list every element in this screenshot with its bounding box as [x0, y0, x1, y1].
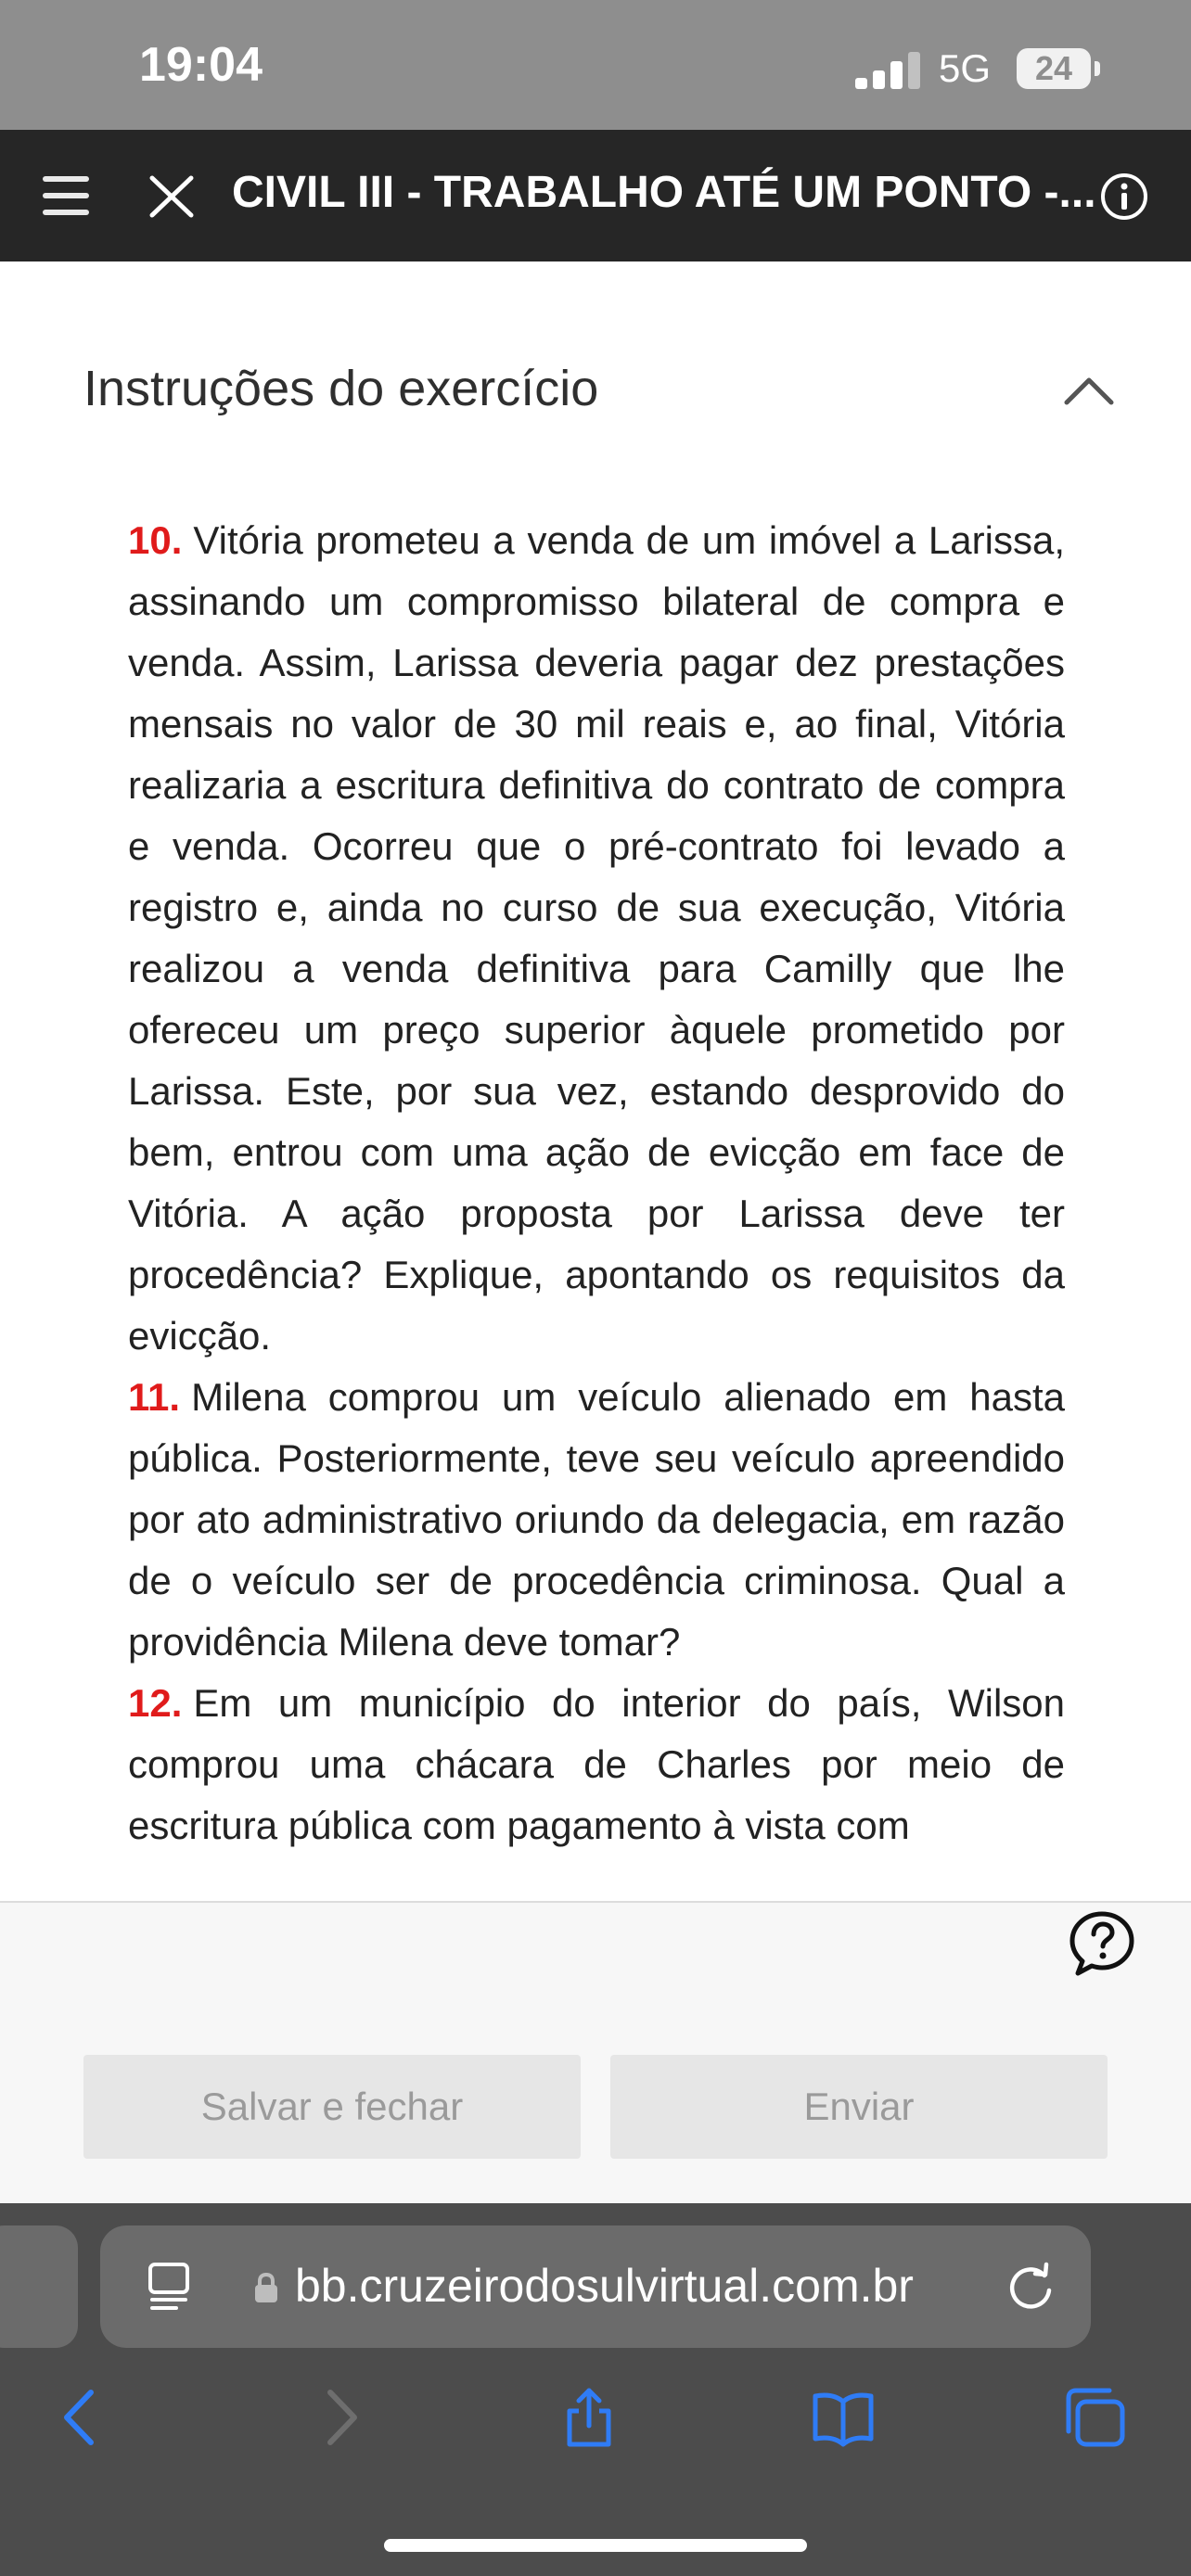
question-list: [128, 510, 1065, 1856]
app-header: [0, 130, 1191, 261]
close-icon[interactable]: [147, 174, 197, 219]
status-bar: [0, 0, 1191, 130]
question-number: 12.: [128, 1681, 183, 1725]
back-icon[interactable]: [48, 2385, 113, 2450]
question-number: 11.: [128, 1375, 181, 1419]
question-text: Milena comprou um veículo alienado em hasta pública. Posteriormente, teve seu veículo apreendido por ato administrativo oriundo da delegacia, em razão de o veículo ser de procedência criminosa. Qual a providência Milena deve tomar?: [128, 1375, 1065, 1664]
url-text[interactable]: bb.cruzeirodosulvirtual.com.br: [295, 2260, 914, 2312]
question-item: [128, 510, 1065, 1367]
bookmarks-icon[interactable]: [811, 2385, 876, 2450]
status-time: 19:04: [139, 38, 263, 92]
lock-icon: [252, 2272, 280, 2303]
page-title: CIVIL III - TRABALHO ATÉ UM PONTO -...: [232, 168, 1096, 217]
question-number: 10.: [128, 518, 183, 562]
previous-tab-preview[interactable]: [0, 2225, 78, 2348]
info-icon[interactable]: [1100, 172, 1148, 221]
hamburger-menu-icon[interactable]: [43, 176, 89, 215]
send-button[interactable]: Enviar: [610, 2055, 1108, 2159]
help-icon[interactable]: [1067, 1908, 1137, 1979]
battery-icon: 24: [1017, 48, 1091, 89]
battery-tip: [1095, 61, 1100, 76]
home-indicator: [384, 2539, 807, 2552]
instructions-content[interactable]: [0, 464, 1191, 1847]
question-item: [128, 1367, 1065, 1673]
chevron-up-icon[interactable]: [1061, 371, 1117, 408]
share-icon[interactable]: [557, 2385, 621, 2450]
question-text: Em um município do interior do país, Wilson comprou uma chácara de Charles por meio de escritura pública com pagamento à vista com: [128, 1681, 1065, 1847]
tabs-icon[interactable]: [1063, 2385, 1128, 2450]
signal-icon: [855, 52, 922, 89]
network-label: 5G: [939, 46, 992, 90]
question-item: [128, 1673, 1065, 1856]
reload-icon[interactable]: [1004, 2261, 1057, 2315]
question-text: Vitória prometeu a venda de um imóvel a Larissa, assinando um compromisso bilateral de compra e venda. Assim, Larissa deveria pagar dez prestações mensais no valor de 30 mil reais e, ao final, Vitória realizaria a escritura definitiva do contrato de compra e venda. Ocorreu que o pré-contrato foi levado a registro e, ainda no curso de sua execução, Vitória realizou a venda definitiva para Camilly que lhe ofereceu um preço superior àquele prometido por Larissa. Este, por sua vez, estando desprovido do bem, entrou com uma ação de evicção em face de Vitória. A ação proposta por Larissa deve ter procedência? Explique, apontando os requisitos da evicção.: [128, 518, 1065, 1358]
forward-icon[interactable]: [308, 2385, 373, 2450]
panel-title: Instruções do exercício: [83, 361, 599, 416]
save-and-close-button[interactable]: Salvar e fechar: [83, 2055, 581, 2159]
footer-area: [0, 1901, 1191, 2205]
reader-mode-icon[interactable]: [147, 2261, 191, 2313]
